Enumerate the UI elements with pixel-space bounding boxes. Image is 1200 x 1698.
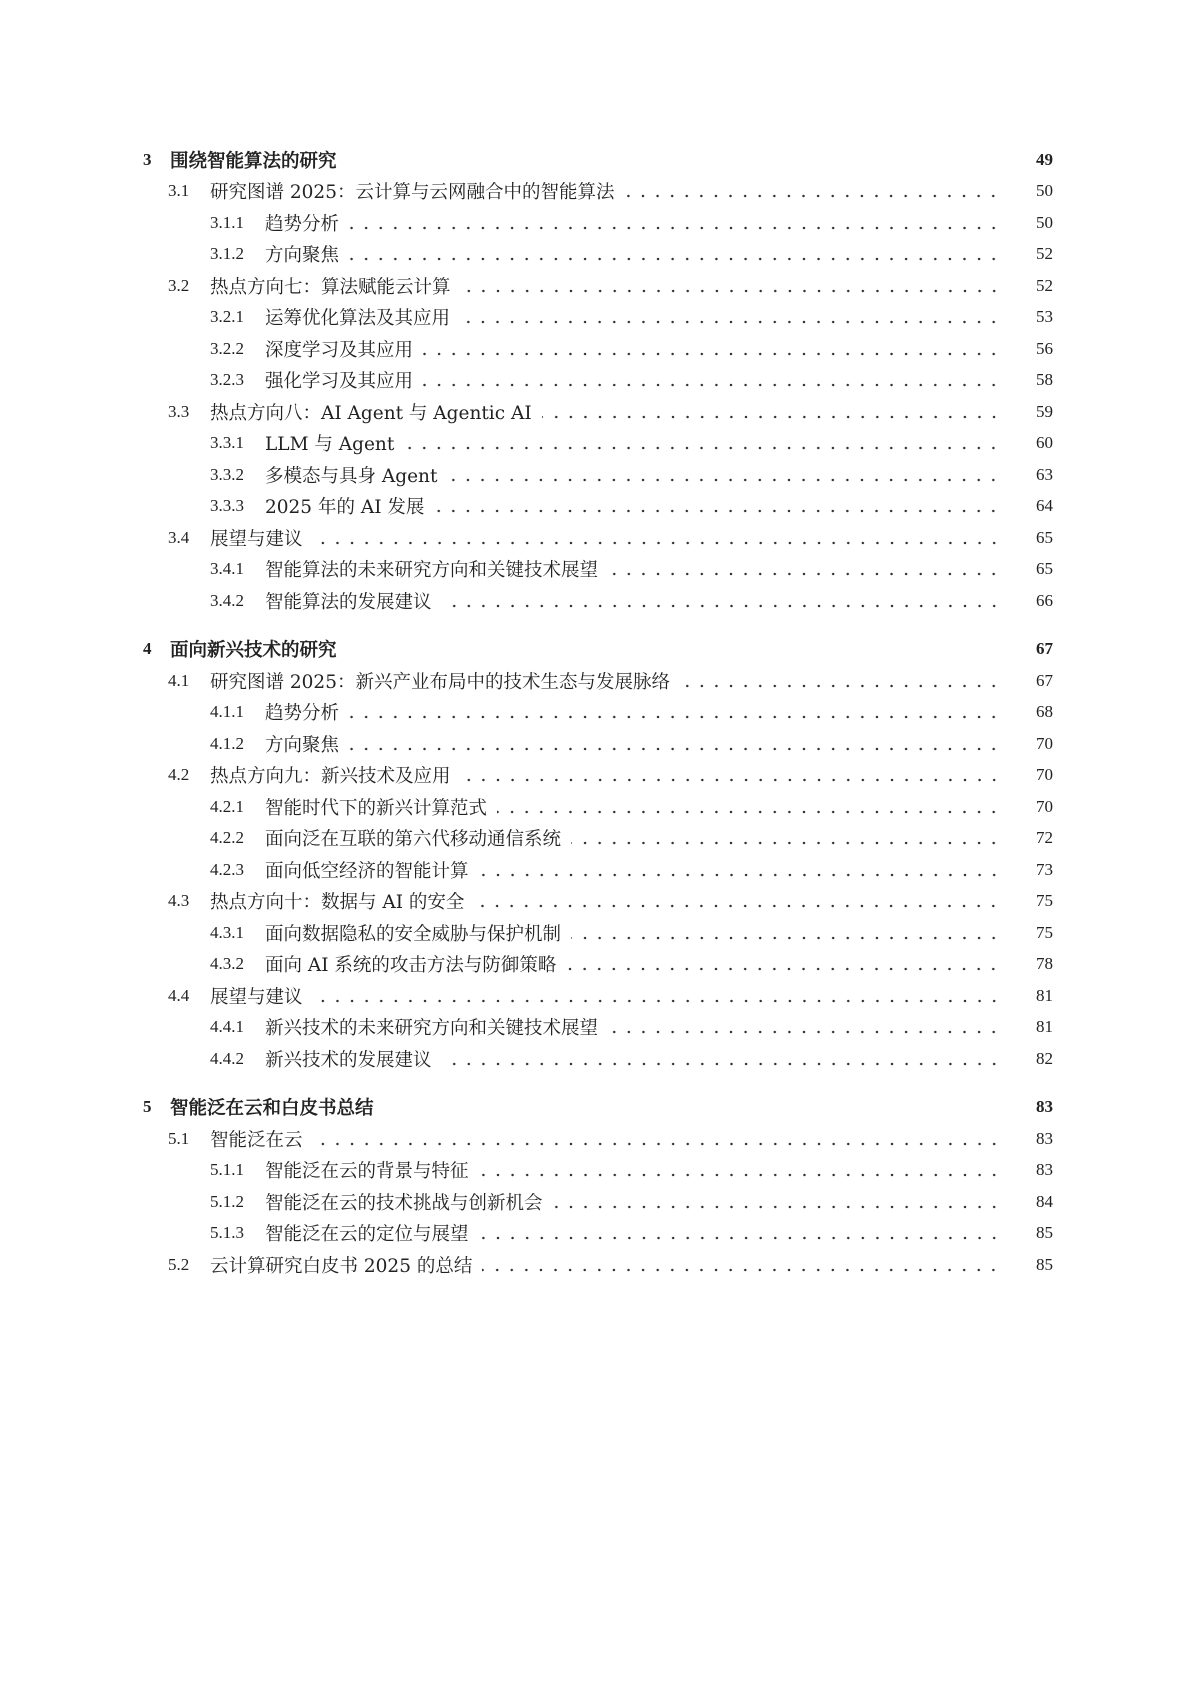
table-of-contents [143, 144, 1053, 1281]
dot-leader [423, 333, 1001, 365]
toc-subsection-entry[interactable] [143, 854, 1053, 886]
dot-leader [461, 270, 1001, 302]
entry-title: 热点方向十：数据与 AI 的安全 [210, 892, 465, 914]
toc-section-entry[interactable] [143, 886, 1053, 918]
entry-number: 3.4.2 [210, 590, 244, 610]
entry-number: 4.3.1 [210, 922, 244, 942]
entry-number: 5 [143, 1097, 152, 1117]
entry-page-number: 50 [1036, 181, 1053, 201]
entry-title: 智能时代下的新兴计算范式 [265, 797, 488, 819]
entry-page-number: 82 [1036, 1048, 1053, 1068]
toc-section-entry[interactable] [143, 980, 1053, 1012]
entry-title: 展望与建议 [210, 986, 303, 1008]
toc-subsection-entry[interactable] [143, 949, 1053, 981]
entry-title: 研究图谱 2025：云计算与云网融合中的智能算法 [210, 182, 615, 204]
toc-section-entry[interactable] [143, 522, 1053, 554]
entry-number: 3.2.3 [210, 370, 244, 390]
toc-subsection-entry[interactable] [143, 428, 1053, 460]
entry-title: 2025 年的 AI 发展 [265, 497, 425, 519]
toc-subsection-entry[interactable] [143, 823, 1053, 855]
entry-number: 4 [143, 639, 152, 659]
entry-page-number: 84 [1036, 1191, 1053, 1211]
dot-leader [460, 302, 1001, 334]
entry-number: 3.3.3 [210, 496, 244, 516]
entry-title: 趋势分析 [265, 703, 340, 725]
entry-title: 面向数据隐私的安全威胁与保护机制 [265, 923, 562, 945]
dot-leader [624, 176, 1001, 208]
dot-leader [434, 491, 1001, 523]
entry-number: 3 [143, 149, 152, 169]
toc-subsection-entry[interactable] [143, 1012, 1053, 1044]
entry-number: 3.1.1 [210, 212, 244, 232]
entry-number: 3.3.2 [210, 464, 244, 484]
entry-page-number: 49 [1036, 149, 1053, 169]
entry-title: 新兴技术的发展建议 [265, 1049, 432, 1071]
toc-subsection-entry[interactable] [143, 1218, 1053, 1250]
entry-page-number: 52 [1036, 275, 1053, 295]
toc-subsection-entry[interactable] [143, 1043, 1053, 1075]
toc-subsection-entry[interactable] [143, 728, 1053, 760]
toc-subsection-entry[interactable] [143, 585, 1053, 617]
dot-leader [571, 823, 1001, 855]
entry-page-number: 85 [1036, 1254, 1053, 1274]
dot-leader [347, 634, 1001, 666]
dot-leader [349, 239, 1001, 271]
dot-leader [608, 1012, 1001, 1044]
toc-chapter-entry[interactable] [143, 634, 1053, 666]
dot-leader [608, 554, 1001, 586]
entry-number: 3.2.2 [210, 338, 244, 358]
dot-leader [479, 854, 1001, 886]
entry-number: 4.3.2 [210, 954, 244, 974]
dot-leader [349, 728, 1001, 760]
entry-page-number: 59 [1036, 401, 1053, 421]
entry-title: 面向低空经济的智能计算 [265, 860, 469, 882]
dot-leader [349, 207, 1001, 239]
entry-title: 智能泛在云和白皮书总结 [170, 1098, 374, 1120]
entry-page-number: 65 [1036, 559, 1053, 579]
dot-leader [423, 365, 1001, 397]
toc-subsection-entry[interactable] [143, 697, 1053, 729]
dot-leader [497, 791, 1001, 823]
toc-subsection-entry[interactable] [143, 365, 1053, 397]
entry-page-number: 52 [1036, 244, 1053, 264]
entry-page-number: 53 [1036, 307, 1053, 327]
toc-subsection-entry[interactable] [143, 302, 1053, 334]
entry-title: 智能泛在云 [210, 1129, 303, 1151]
entry-number: 4.2.1 [210, 796, 244, 816]
entry-page-number: 68 [1036, 702, 1053, 722]
toc-subsection-entry[interactable] [143, 554, 1053, 586]
entry-number: 5.1.2 [210, 1191, 244, 1211]
toc-subsection-entry[interactable] [143, 207, 1053, 239]
dot-leader [479, 1218, 1001, 1250]
entry-page-number: 83 [1036, 1128, 1053, 1148]
entry-title: 热点方向九：新兴技术及应用 [210, 766, 451, 788]
dot-leader [474, 886, 1001, 918]
dot-leader [571, 917, 1001, 949]
entry-title: LLM 与 Agent [265, 434, 395, 456]
entry-number: 4.4.1 [210, 1017, 244, 1037]
entry-title: 展望与建议 [210, 528, 303, 550]
entry-page-number: 78 [1036, 954, 1053, 974]
entry-number: 4.2 [168, 765, 190, 785]
entry-title: 深度学习及其应用 [265, 339, 414, 361]
entry-number: 4.1 [168, 670, 190, 690]
entry-page-number: 81 [1036, 985, 1053, 1005]
toc-chapter-entry[interactable] [143, 1092, 1053, 1124]
dot-leader [404, 428, 1001, 460]
dot-leader [313, 522, 1001, 554]
entry-page-number: 83 [1036, 1160, 1053, 1180]
entry-page-number: 50 [1036, 212, 1053, 232]
entry-title: 智能算法的未来研究方向和关键技术展望 [265, 560, 599, 582]
toc-section-entry[interactable] [143, 396, 1053, 428]
entry-title: 运筹优化算法及其应用 [265, 308, 451, 330]
entry-title: 智能算法的发展建议 [265, 591, 432, 613]
entry-title: 热点方向七：算法赋能云计算 [210, 276, 451, 298]
toc-section-entry[interactable] [143, 176, 1053, 208]
entry-number: 4.1.2 [210, 733, 244, 753]
toc-subsection-entry[interactable] [143, 333, 1053, 365]
entry-page-number: 70 [1036, 796, 1053, 816]
entry-number: 5.1.3 [210, 1223, 244, 1243]
entry-page-number: 85 [1036, 1223, 1053, 1243]
entry-title: 面向泛在互联的第六代移动通信系统 [265, 829, 562, 851]
entry-number: 3.3 [168, 401, 190, 421]
dot-leader [447, 459, 1001, 491]
dot-leader [442, 585, 1001, 617]
dot-leader [553, 1186, 1001, 1218]
entry-number: 4.1.1 [210, 702, 244, 722]
entry-number: 3.3.1 [210, 433, 244, 453]
entry-page-number: 63 [1036, 464, 1053, 484]
entry-title: 面向新兴技术的研究 [170, 640, 337, 662]
entry-number: 3.1.2 [210, 244, 244, 264]
toc-section-entry[interactable] [143, 1249, 1053, 1281]
entry-number: 4.3 [168, 891, 190, 911]
entry-number: 3.2 [168, 275, 190, 295]
entry-title: 面向 AI 系统的攻击方法与防御策略 [265, 955, 557, 977]
toc-subsection-entry[interactable] [143, 917, 1053, 949]
toc-section-entry[interactable] [143, 270, 1053, 302]
entry-number: 4.4 [168, 985, 190, 1005]
entry-page-number: 70 [1036, 765, 1053, 785]
dot-leader [313, 980, 1001, 1012]
entry-number: 3.4.1 [210, 559, 244, 579]
entry-number: 4.2.2 [210, 828, 244, 848]
entry-number: 5.1.1 [210, 1160, 244, 1180]
dot-leader [442, 1043, 1001, 1075]
dot-leader [482, 1249, 1001, 1281]
entry-number: 3.2.1 [210, 307, 244, 327]
entry-number: 4.4.2 [210, 1048, 244, 1068]
entry-title: 方向聚焦 [265, 245, 340, 267]
entry-page-number: 72 [1036, 828, 1053, 848]
entry-page-number: 67 [1036, 639, 1053, 659]
entry-title: 智能泛在云的背景与特征 [265, 1161, 469, 1183]
entry-title: 智能泛在云的定位与展望 [265, 1224, 469, 1246]
entry-title: 云计算研究白皮书 2025 的总结 [210, 1255, 473, 1277]
toc-subsection-entry[interactable] [143, 239, 1053, 271]
dot-leader [313, 1123, 1001, 1155]
dot-leader [347, 144, 1001, 176]
entry-page-number: 58 [1036, 370, 1053, 390]
entry-number: 4.2.3 [210, 859, 244, 879]
entry-page-number: 60 [1036, 433, 1053, 453]
entry-page-number: 73 [1036, 859, 1053, 879]
dot-leader [384, 1092, 1001, 1124]
toc-section-entry[interactable] [143, 665, 1053, 697]
entry-title: 方向聚焦 [265, 734, 340, 756]
toc-subsection-entry[interactable] [143, 1186, 1053, 1218]
entry-page-number: 75 [1036, 891, 1053, 911]
toc-subsection-entry[interactable] [143, 491, 1053, 523]
entry-title: 多模态与具身 Agent [265, 465, 438, 487]
entry-title: 智能泛在云的技术挑战与创新机会 [265, 1192, 543, 1214]
entry-page-number: 67 [1036, 670, 1053, 690]
dot-leader [479, 1155, 1001, 1187]
entry-page-number: 83 [1036, 1097, 1053, 1117]
dot-leader [680, 665, 1001, 697]
entry-title: 新兴技术的未来研究方向和关键技术展望 [265, 1018, 599, 1040]
entry-title: 强化学习及其应用 [265, 371, 414, 393]
entry-page-number: 65 [1036, 527, 1053, 547]
entry-page-number: 81 [1036, 1017, 1053, 1037]
entry-number: 5.2 [168, 1254, 190, 1274]
dot-leader [542, 396, 1001, 428]
entry-title: 趋势分析 [265, 213, 340, 235]
entry-page-number: 56 [1036, 338, 1053, 358]
entry-page-number: 66 [1036, 590, 1053, 610]
entry-number: 3.1 [168, 181, 190, 201]
toc-section-entry[interactable] [143, 1123, 1053, 1155]
toc-section-entry[interactable] [143, 760, 1053, 792]
entry-number: 3.4 [168, 527, 190, 547]
entry-number: 5.1 [168, 1128, 190, 1148]
entry-page-number: 70 [1036, 733, 1053, 753]
dot-leader [566, 949, 1001, 981]
toc-subsection-entry[interactable] [143, 791, 1053, 823]
toc-subsection-entry[interactable] [143, 459, 1053, 491]
dot-leader [349, 697, 1001, 729]
entry-title: 围绕智能算法的研究 [170, 150, 337, 172]
entry-title: 热点方向八：AI Agent 与 Agentic AI [210, 402, 532, 424]
dot-leader [461, 760, 1001, 792]
entry-page-number: 75 [1036, 922, 1053, 942]
toc-chapter-entry[interactable] [143, 144, 1053, 176]
entry-title: 研究图谱 2025：新兴产业布局中的技术生态与发展脉络 [210, 671, 670, 693]
entry-page-number: 64 [1036, 496, 1053, 516]
toc-subsection-entry[interactable] [143, 1155, 1053, 1187]
